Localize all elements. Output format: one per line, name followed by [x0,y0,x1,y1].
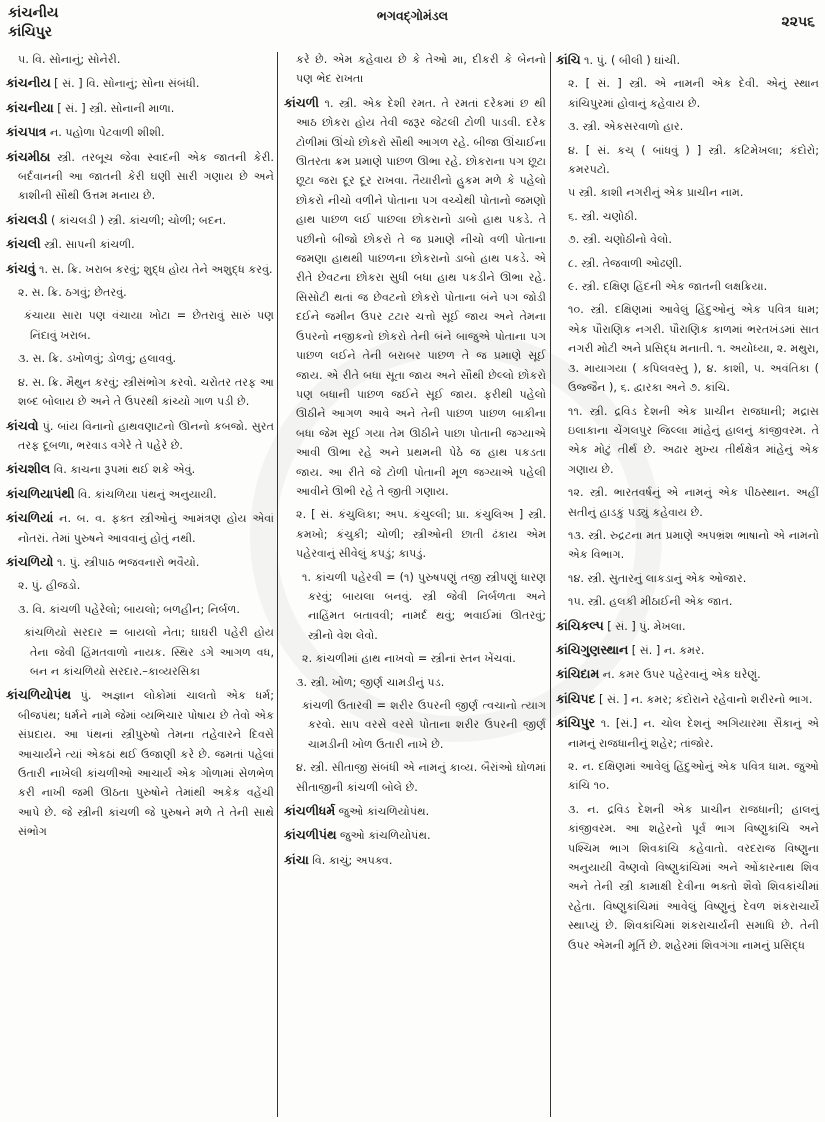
dictionary-entry [284,801,546,821]
dictionary-entry [6,685,274,841]
sense-definition [556,74,819,113]
definition-text: ૨. [ સં. કંચુલિકા; અપ. કંચુલ્લી; પ્રા. કંચુલિઅ ] સ્ત્રી. કમખો; કંચુકી; ચોળી; સ્ત્રીઓની છાતી ઢંકાય એમ પહેરવાનું સીવેલું કપડું; કાપડું. [296,508,546,561]
dictionary-entry [6,459,274,479]
column-left [6,50,274,846]
definition-text: ૬. સ્ત્રી. ચણોઠી. [568,209,638,223]
definition-text: [ સં. ] વિ. સોનાનું; સોના સંબંધી. [50,77,200,91]
definition-text: ૧૨. સ્ત્રી. ભારતવર્ષનું એ નામનું એક પીઠસ્થાન. અહીં સતીનું હાડકું પડ્યું કહેવાય છે. [568,486,819,519]
definition-text: ૧૫. સ્ત્રી. હલકી મીઠાઈની એક જાત. [568,595,733,609]
column-divider [550,52,551,1117]
headword: કાંચળિયાં [6,510,54,526]
sense-definition [556,230,819,249]
definition-text: ૮. સ્ત્રી. તેજવાળી ઓઢણી. [568,256,683,270]
dictionary-entry [6,122,274,142]
sense-definition [556,254,819,273]
definition-text: ૨. [ સં. ] સ્ત્રી. એ નામની એક દેવી. એનું સ્થાન કાંચિપુરમાં હોવાનું કહેવાય છે. [568,77,819,110]
definition-text: વિ. કાંચળિયા પંથનું અનુયાયી. [74,487,217,501]
sense-definition [556,526,819,565]
headword: કાંચિપદ [556,690,596,706]
headword: કાંચલડી [6,211,48,227]
definition-text: ૨. કાંચળીમાં હાથ નાખવો = સ્ત્રીનાં સ્તન ખેંચવાં. [302,652,516,666]
definition-text: ૫ સ્ત્રી. કાશી નગરીનું એક પ્રાચીન નામ. [568,186,744,200]
definition-text: [ સં. ] પું. મેખલા. [603,619,686,633]
column-middle [284,50,546,874]
definition-text: વિ. કાચું; અપક્વ. [308,853,393,867]
definition-text: ૩. સ્ત્રી. એકસરવાળો હાર. [568,120,684,134]
dictionary-entry [556,640,819,660]
sense-definition [284,758,546,797]
definition-text: ન. પહોળા પેટવાળી શીશી. [46,126,165,140]
definition-text: કાંચળી ઉતારવી = શરીર ઉપરની જીર્ણ ત્વચાનો ત્યાગ કરવો. સાપ વરસે વરસે પોતાના શરીર ઉપરની જીર્ણ ચામડીની ખોળ ઉતારી નાખે છે. [302,699,546,751]
sense-definition [556,207,819,226]
headword: કાંચળિયો [6,553,54,569]
sense-definition [556,757,819,796]
headword: કાંચશીલ [6,461,51,477]
definition-text: ૩. સ. ક્રિ. ડખોળવું; ડોળવું; હલાવવું. [18,352,177,366]
definition-text: ૧. સ્ત્રી. એક દેશી રમત. તે રમતાં દરેકમાં છ થી આઠ છોકરા હોય તેવી જરૂર જેટલી ટોળી પાડવી. દરેક ટોળીમાં ઊંચો છોકરો સૌથી આગળ રહે. બીજા ઊંચાઈના ઊતરતા ક્રમ પ્રમાણે પાછળ ઊભા રહે. છોકરાના પગ છૂટા છૂટા જરા દૂર દૂર રાખવા. તૈયારીનો હુકમ મળે કે પહેલો છોકરો નીચો વળીને પોતાના પગ વચ્ચેથી પોતાનો જમણો હાથ પાછળ લઈ પાછલા છોકરાનો ડાબો હાથ પકડે. તે પછીનો બીજો છોકરો તે જ પ્રમાણે નીચો વળી પોતાના જમણા હાથથી પાછળના છોકરાનો ડાબો હાથ પકડે. એ રીતે છેવટના છોકરા સુધી બધા હાથ પકડીને ઊભા રહે. સિસોટી થતાં જ છેવટનો છોકરો પોતાના બંને પગ જોડી દઈને જમીન ઉપર ટટાર ચત્તો સૂઈ જાય અને તેમના ઉપરનો નજીકનો છોકરો તેની બંને બાજુએ પોતાના પગ પાછળ લઈને તેની બરાબર પાછળ તે જ પ્રમાણે સૂઈ જાય. એ રીતે બધા સૂતા જાય અને સૌથી છેલ્લો છોકરો પણ બધાની પાછળ જઈને સૂઈ જાય. ફરીથી પહેલો ઊઠીને આગળ આવે અને તેની પાછળ પાછળ બાકીના બધા જેમ સૂઈ ગયા તેમ ઊઠીને પાછા પોતાની જગ્યાએ આવી ઊભા રહે અને પ્રથમની પેઠે જ હાથ પકડતા જાય. આ રીતે જે ટોળી પોતાની મૂળ જગ્યાએ પહેલી આવીને ઊભી રહે તે જીતી ગણાય. [296,96,546,498]
definition-text: ૧. પું. સ્ત્રીપાઠ ભજવનારો ભવૈયો. [53,555,200,569]
dictionary-entry [556,664,819,684]
dictionary-entry [6,210,274,230]
dictionary-entry [556,616,819,636]
headword: કાંચળિયાપંથી [6,485,75,501]
definition-text: ૩. ન. દ્રવિડ દેશની એક પ્રાચીન રાજધાની; હાલનું કાંજીવરમ. આ શહેરનો પૂર્વ ભાગ વિષ્ણુકાંચિ અને પશ્ચિમ ભાગ શિવકાંચિ કહેવાતો. વરદરાજ વિષ્ણુના અનુયાયી વૈષ્ણવો વિષ્ણુકાંચિમાં અને ઓંકારનાથ શિવ અને તેની સ્ત્રી કામાક્ષી દેવીના ભક્તો શૈવો શિવકાંચીમાં રહેતા. વિષ્ણુકાંચિમાં આવેલું વિષ્ણુનું દેવળ શંકરાચાર્યે સ્થાપ્યું છે. શિવકાંચિમાં શંકરાચાર્યની સમાધિ છે. તેની ઉપર એમની મૂર્તિ છે. શહેરમાં શિવગંગા નામનું પ્રસિદ્ધ [568,802,819,952]
definition-text: ન. કમર ઉપર પહેરવાનું એક ઘરેણું. [599,668,761,682]
definition-text: ૪. સ. ક્રિ. મૈથુન કરવું; સ્ત્રીસંભોગ કરવો. ચરોતર તરફ આ શબ્દ બોલાય છે અને તે ઉપરથી કાંચ્યો ગાળ પડી છે. [18,375,274,409]
definition-text: ૧૪. સ્ત્રી. સુતારનું લાકડાનું એક ઓજાર. [568,571,747,585]
definition-text: ૭. સ્ત્રી. ચણોઠીનો વેલો. [568,233,672,247]
sense-definition [556,402,819,480]
definition-text: [ સં. ] સ્ત્રી. સોનાની માળા. [53,101,175,115]
sense-definition [556,483,819,522]
definition-text: ૧૩. સ્ત્રી. રુદ્રટના મત પ્રમાણે અપભ્રંશ ભાષાનો એ નામનો એક વિભાગ. [568,528,819,562]
definition-text: ૩. વિ. કાંચળી પહેરેલો; બાયલો; બળહીન; નિર્બળ. [18,602,240,616]
definition-text: કંચાયા સારા પણ વંચાયા ખોટા = છેતરાવું સારું પણ નિંદાવું ખરાબ. [24,309,274,342]
definition-text: ૨. ન. દક્ષિણમાં આવેલું હિંદુઓનું એક પવિત્ર ધામ. જુઓ કાંચિ ૧૦. [568,760,819,793]
dictionary-entry [6,484,274,504]
headword: કાંચળીધર્મ [284,803,336,819]
headword: કાંચનીય [6,75,51,91]
sense-definition [556,117,819,136]
definition-text: ૯. સ્ત્રી. દક્ષિણ હિંદની એક જાતની લક્ષક્રિયા. [568,280,768,294]
guide-word-last: કાંચિપુર [8,24,53,40]
headword: કાંચિપુર [556,715,595,731]
dictionary-entry [6,147,274,206]
definition-text: ૧. સ. ક્રિ. ખરાબ કરવું; શુદ્ધ હોય તેને અશુદ્ધ કરવું. [35,262,273,276]
sense-definition [6,373,274,412]
dictionary-entry [6,508,274,548]
usage-example [6,306,274,345]
headword: કાંચિકલ્પ [556,617,604,633]
definition-text: [ સં. ] ન. કમર. [628,643,705,657]
dictionary-entry [6,234,274,254]
sense-definition [556,300,819,397]
definition-text: જુઓ કાંચળિયોપંથ. [335,805,430,819]
sense-definition [6,349,274,368]
usage-example [284,568,546,646]
guide-word-first: કાંચનીય [8,5,59,21]
headword: કાંચમીઠા [6,148,51,164]
definition-text: પું. અજ્ઞાન લોકોમાં ચાલતો એક ધર્મ; બીજપંથ; ધર્મને નામે જેમાં વ્યભિચાર પોષાય છે તેવો એક સંપ્રદાય. આ પંથનાં સ્ત્રીપુરુષો તેમના તહેવારને દિવસે આચાર્યને ત્યાં એકઠાં થઈ ઉજાણી કરે છે. જમતાં પહેલાં ઉતારી નાખેલી કાંચળીઓ આચાર્ય એક ગોળામાં સેળભેળ કરી નાખી જમી ઊઠતા પુરુષોને તેમાંથી અકેક વહેંચી આપે છે. જે સ્ત્રીની કાંચળી જે પુરુષને મળે તે તેની સાથે સંભોગ [18,689,274,839]
headword: કાંચા [284,851,309,867]
definition-text: જુઓ કાંચળિયોપંથ. [336,829,431,843]
headword: કાંચપાત્ર [6,124,47,140]
definition-text: ૪. સ્ત્રી. સીતાજી સંબંધી એ નામનું કાવ્ય. બૈરાંઓ ઘોળમાં સીતાજીની કાંચળી બોલે છે. [296,761,546,794]
dictionary-entry [6,259,274,279]
dictionary-entry [556,689,819,709]
usage-example [6,623,274,681]
dictionary-entry [556,50,819,70]
sense-definition [556,569,819,588]
definition-text: ન. બ. વ. ફક્ત સ્ત્રીઓનું આમંત્રણ હોય એવાં નોતરાં. તેમાં પુરુષને આવવાનું હોતું નથી. [18,512,274,545]
sense-definition [6,576,274,595]
column-divider [277,52,278,1117]
headword: કાંચલી [6,236,41,252]
definition-text: ૧૧. સ્ત્રી. દ્રવિડ દેશની એક પ્રાચીન રાજધાની; મદ્રાસ ઇલાકાના ચેંગલપુર જિલ્લા માંહેનું હાલનું કાંજીવરમ. તે એક મોટું તીર્થ છે. અઢાર મુખ્ય તીર્થક્ષેત્ર માંહેનું એક ગણાય છે. [568,404,819,476]
page-number: ૨૨૫૬ [781,14,815,30]
sense-definition [6,600,274,619]
definition-text: ૫. વિ. સોનાનું; સોનેરી. [18,53,121,66]
sense-definition [556,183,819,202]
definition-text: ૧. [સં.] ન. ચોલ દેશનું અગિયારમા સૈકાનું એ નામનું રાજધાનીનું શહેર; તાંજોર. [568,717,819,750]
sense-definition [284,50,546,89]
dictionary-entry [6,73,274,93]
dictionary-entry [6,552,274,572]
usage-example [284,696,546,754]
definition-text: [ સં. ] ન. કમર; કંદોરાને રહેવાનો શરીરનો ભાગ. [595,692,813,706]
headword: કાંચિદામ [556,666,600,682]
headword: કાંચનીયા [6,99,54,115]
dictionary-entry [284,850,546,870]
definition-text: કાંચળિયો સરદાર = બાયલો નેતા; ઘાઘરી પહેરી હોય તેના જેવી હિંમતવાળો નાયક. સ્થિર ડગે આગળ વધ, બન ન કાંચળિયો સરદાર.–કાવ્યરસિકા [24,626,274,678]
dictionary-entry [284,93,546,502]
dictionary-entry [284,825,546,845]
usage-example [284,649,546,668]
sense-definition [6,283,274,302]
headword: કાંચવું [6,260,36,276]
definition-text: ( કાંચલડી ) સ્ત્રી. કાંચળી; ચોળી; બદન. [47,213,227,227]
book-title: ભગવદ્ગોમંડલ [376,8,449,23]
headword: કાંચળી [284,94,319,110]
definition-text: ૧૦. સ્ત્રી. દક્ષિણમાં આવેલું હિંદુઓનું એક પવિત્ર ધામ; એક પૌરાણિક નગરી. પૌરાણિક કાળમાં ભરતખંડમાં સાત નગરી મોટી અને પ્રસિદ્ધ મનાતી. ૧. અયોધ્યા, ૨. મથુરા, ૩. માયાગયા ( કપિલવસ્તુ ), ૪. કાશી, ૫. અવંતિકા ( ઉજ્જૈન ), ૬. દ્વારકા અને ૭. કાંચિ. [568,303,819,395]
headword: કાંચળીપંથ [284,827,337,843]
definition-text: ૨. પું. હીજડો. [18,579,81,593]
definition-text: સ્ત્રી. સાપની કાંચળી. [40,238,135,252]
headword: કાંચિગુણસ્થાન [556,641,629,657]
sense-definition [6,50,274,69]
definition-text: ૧. પું. ( બીલી ) ઘાંચી. [580,54,681,67]
dictionary-entry [6,416,274,456]
sense-definition [556,592,819,611]
definition-text: પું. બાંય વિનાનો હાથવણાટનો ઊનનો કબજો. સુરત તરફ દૂબળા, ભરવાડ વગેરે તે પહેરે છે. [18,419,274,452]
sense-definition [556,277,819,296]
headword: કાંચળિયોપંથ [6,687,71,703]
sense-definition [284,505,546,563]
definition-text: સ્ત્રી. તરબૂચ જેવા સ્વાદની એક જાતની કેરી. બર્દવાનની આ જાતની કેરી ઘણી સારી ગણાય છે અને કાશીની સૌથી ઉત્તમ મનાય છે. [18,150,274,203]
headword: કાંચિ [556,52,581,67]
column-right [556,50,819,959]
definition-text: ૧. કાંચળી પહેરવી = (૧) પુરુષપણું તજી સ્ત્રીપણું ધારણ કરવું; બાયલા બનવું. સ્ત્રી જેવી નિર્બળતા અને નાહિંમત બતાવવી; નામર્દ થવું; ભવાઈમાં ઊતરવું; સ્ત્રીનો વેશ લેવો. [302,570,546,642]
definition-text: ૪. [ સં. કચ્ ( બાંધવું ) ] સ્ત્રી. કટિમેખલા; કંદોરો; કમરપટો. [568,143,819,177]
definition-text: વિ. કાચના રૂપમાં થઈ શકે એવું. [50,463,196,477]
definition-text: ૨. સ. ક્રિ. ઠગવું; છેતરવું. [18,286,127,300]
sense-definition [556,141,819,180]
definition-text: કરે છે. એમ કહેવાય છે કે તેઓ મા, દીકરી કે બેનનો પણ ભેદ રાખતા [296,53,546,86]
sense-definition [284,673,546,692]
sense-definition [556,800,819,955]
definition-text: ૩. સ્ત્રી. ખોળ; જીર્ણ ચામડીનું પડ. [296,675,445,689]
dictionary-entry [6,98,274,118]
headword: કાંચવો [6,417,39,433]
dictionary-entry [556,713,819,753]
